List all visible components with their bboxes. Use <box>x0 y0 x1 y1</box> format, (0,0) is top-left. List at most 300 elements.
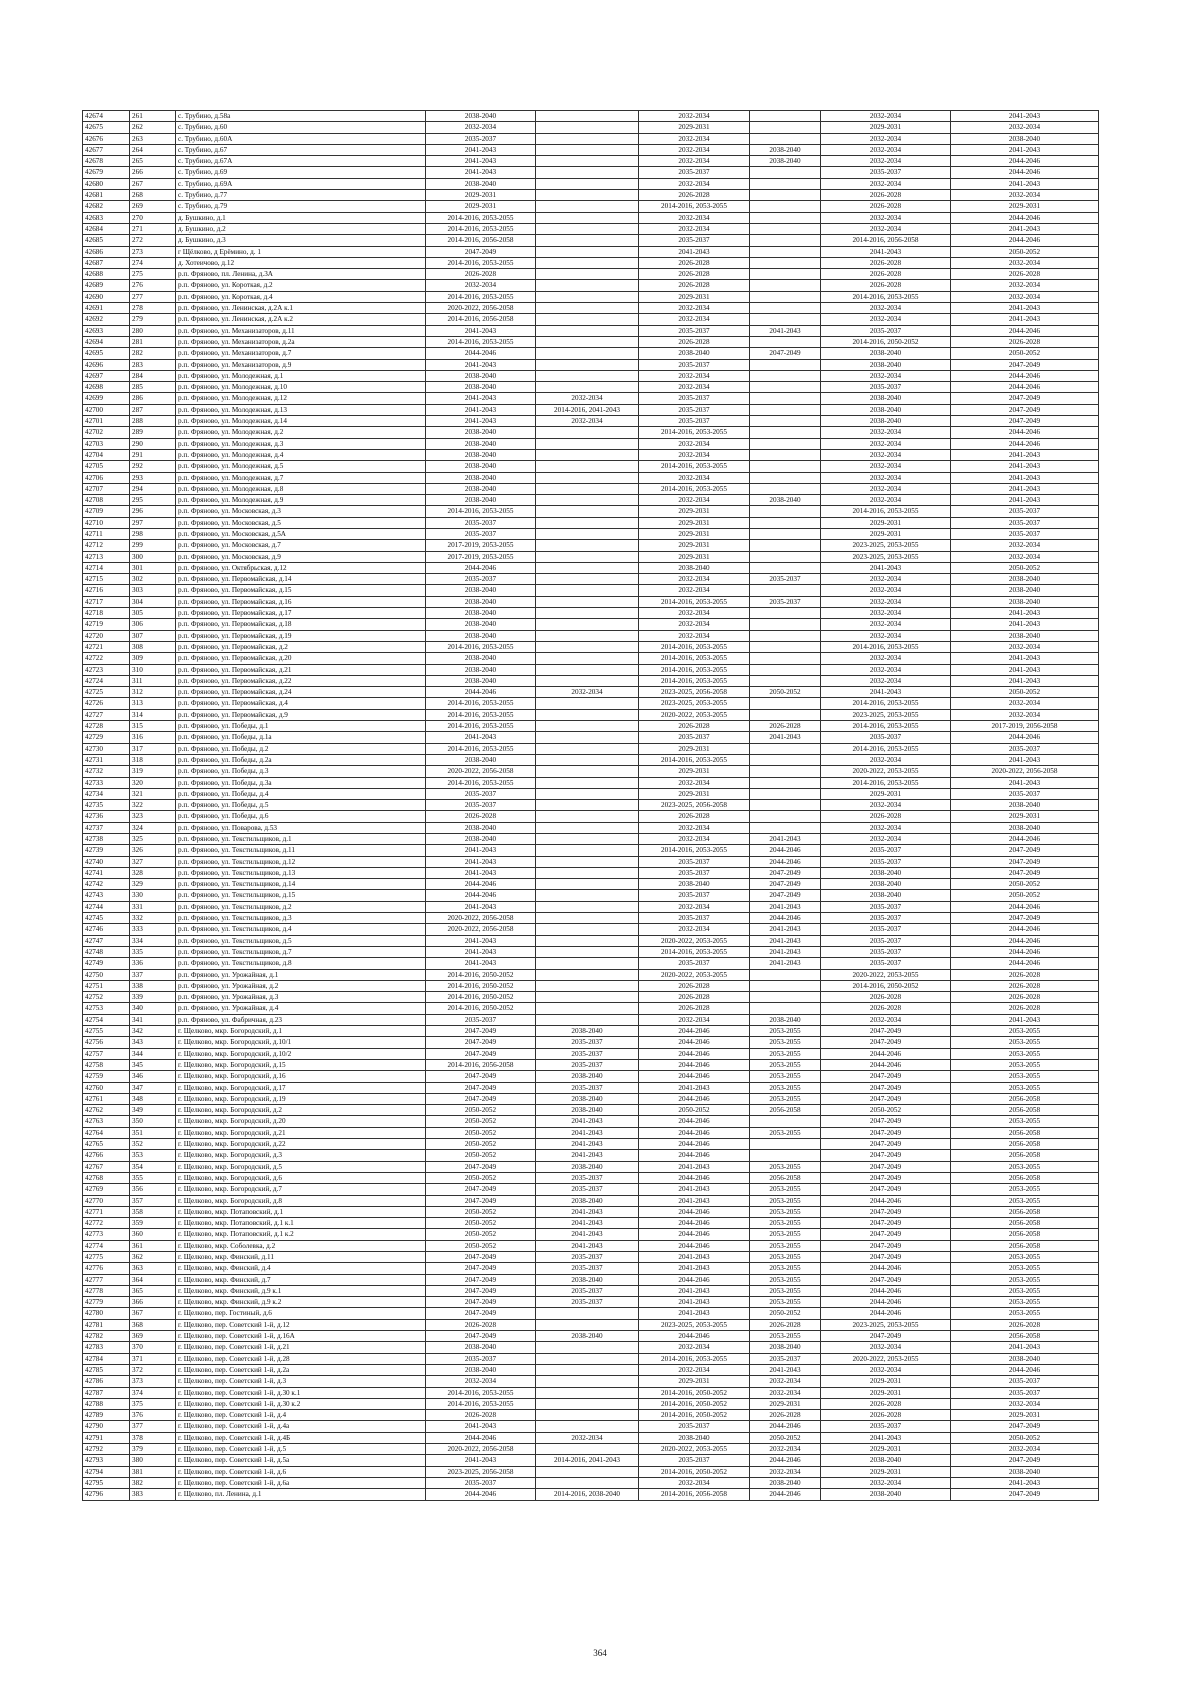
period-4-cell: 2053-2055 <box>750 1195 821 1206</box>
address-cell: р.п. Фряново, ул. Первомайская, д.15 <box>176 585 426 596</box>
row-number-cell: 308 <box>130 641 176 652</box>
period-6-cell: 2047-2049 <box>951 856 1099 867</box>
address-cell: р.п. Фряново, ул. Молодежная, д.4 <box>176 449 426 460</box>
period-5-cell: 2032-2034 <box>821 653 951 664</box>
table-row <box>83 269 1099 280</box>
period-1-cell: 2014-2016, 2050-2052 <box>426 1003 536 1014</box>
address-cell: р.п. Фряново, ул. Текстильщиков, д.4 <box>176 924 426 935</box>
period-2-cell <box>536 980 639 991</box>
period-1-cell: 2014-2016, 2053-2055 <box>426 506 536 517</box>
period-6-cell: 2044-2046 <box>951 901 1099 912</box>
period-5-cell: 2032-2034 <box>821 178 951 189</box>
table-row <box>83 924 1099 935</box>
period-1-cell: 2017-2019, 2053-2055 <box>426 551 536 562</box>
period-5-cell: 2026-2028 <box>821 201 951 212</box>
period-6-cell: 2053-2055 <box>951 1195 1099 1206</box>
period-6-cell: 2032-2034 <box>951 280 1099 291</box>
table-row <box>83 946 1099 957</box>
record-id-cell: 42770 <box>83 1195 130 1206</box>
period-3-cell: 2032-2034 <box>639 619 750 630</box>
period-2-cell <box>536 246 639 257</box>
period-5-cell: 2020-2022, 2053-2055 <box>821 1353 951 1364</box>
table-row <box>83 1218 1099 1229</box>
period-5-cell: 2032-2034 <box>821 223 951 234</box>
address-cell: г. Щелково, пер. Советский 1-й, д.16А <box>176 1331 426 1342</box>
period-4-cell <box>750 743 821 754</box>
period-4-cell <box>750 1003 821 1014</box>
period-2-cell <box>536 382 639 393</box>
period-1-cell: 2050-2052 <box>426 1105 536 1116</box>
period-3-cell: 2044-2046 <box>639 1331 750 1342</box>
period-4-cell <box>750 303 821 314</box>
record-id-cell: 42709 <box>83 506 130 517</box>
period-1-cell: 2041-2043 <box>426 856 536 867</box>
period-5-cell: 2038-2040 <box>821 393 951 404</box>
period-4-cell: 2035-2037 <box>750 596 821 607</box>
record-id-cell: 42737 <box>83 822 130 833</box>
table-row <box>83 1206 1099 1217</box>
table-row <box>83 867 1099 878</box>
period-4-cell <box>750 404 821 415</box>
row-number-cell: 381 <box>130 1466 176 1477</box>
table-row <box>83 608 1099 619</box>
period-4-cell <box>750 393 821 404</box>
period-3-cell: 2029-2031 <box>639 540 750 551</box>
period-6-cell: 2044-2046 <box>951 438 1099 449</box>
row-number-cell: 335 <box>130 946 176 957</box>
row-number-cell: 312 <box>130 687 176 698</box>
row-number-cell: 349 <box>130 1105 176 1116</box>
period-1-cell: 2035-2037 <box>426 1014 536 1025</box>
period-4-cell: 2053-2055 <box>750 1059 821 1070</box>
record-id-cell: 42783 <box>83 1342 130 1353</box>
period-5-cell: 2047-2049 <box>821 1127 951 1138</box>
period-1-cell: 2014-2016, 2056-2058 <box>426 1059 536 1070</box>
period-3-cell: 2032-2034 <box>639 303 750 314</box>
period-4-cell <box>750 235 821 246</box>
row-number-cell: 265 <box>130 156 176 167</box>
period-2-cell <box>536 449 639 460</box>
period-4-cell: 2053-2055 <box>750 1127 821 1138</box>
period-4-cell <box>750 483 821 494</box>
address-cell: р.п. Фряново, ул. Победы, д.2а <box>176 754 426 765</box>
period-6-cell: 2044-2046 <box>951 946 1099 957</box>
period-5-cell: 2047-2049 <box>821 1274 951 1285</box>
period-6-cell: 2041-2043 <box>951 483 1099 494</box>
address-cell: г. Щелково, мкр. Богородский, д.7 <box>176 1184 426 1195</box>
row-number-cell: 376 <box>130 1410 176 1421</box>
period-5-cell: 2041-2043 <box>821 246 951 257</box>
period-5-cell: 2032-2034 <box>821 472 951 483</box>
row-number-cell: 320 <box>130 777 176 788</box>
period-3-cell: 2020-2022, 2053-2055 <box>639 935 750 946</box>
period-2-cell <box>536 190 639 201</box>
address-cell: г. Щелково, мкр. Потаповский, д.1 к.2 <box>176 1229 426 1240</box>
period-1-cell: 2017-2019, 2053-2055 <box>426 540 536 551</box>
address-cell: с. Трубино, д.69А <box>176 178 426 189</box>
period-6-cell: 2032-2034 <box>951 540 1099 551</box>
table-row <box>83 1410 1099 1421</box>
period-5-cell: 2035-2037 <box>821 924 951 935</box>
period-3-cell: 2029-2031 <box>639 122 750 133</box>
record-id-cell: 42694 <box>83 336 130 347</box>
period-4-cell: 2041-2043 <box>750 834 821 845</box>
address-cell: г. Щелково, пер. Советский 1-й, д.4Б <box>176 1432 426 1443</box>
period-5-cell: 2047-2049 <box>821 1139 951 1150</box>
record-id-cell: 42793 <box>83 1455 130 1466</box>
table-row <box>83 1319 1099 1330</box>
period-4-cell: 2038-2040 <box>750 1477 821 1488</box>
table-row <box>83 1105 1099 1116</box>
record-id-cell: 42720 <box>83 630 130 641</box>
record-id-cell: 42700 <box>83 404 130 415</box>
table-row <box>83 766 1099 777</box>
record-id-cell: 42765 <box>83 1139 130 1150</box>
record-id-cell: 42704 <box>83 449 130 460</box>
row-number-cell: 353 <box>130 1150 176 1161</box>
period-1-cell: 2047-2049 <box>426 1285 536 1296</box>
period-4-cell <box>750 201 821 212</box>
table-row <box>83 1421 1099 1432</box>
period-2-cell <box>536 1410 639 1421</box>
period-2-cell <box>536 314 639 325</box>
row-number-cell: 286 <box>130 393 176 404</box>
period-1-cell: 2047-2049 <box>426 1048 536 1059</box>
period-4-cell: 2026-2028 <box>750 1319 821 1330</box>
period-6-cell: 2044-2046 <box>951 958 1099 969</box>
period-6-cell: 2047-2049 <box>951 393 1099 404</box>
address-cell: г Щёлково, д Ерёмино, д. 1 <box>176 246 426 257</box>
period-3-cell: 2032-2034 <box>639 449 750 460</box>
period-5-cell: 2026-2028 <box>821 1003 951 1014</box>
record-id-cell: 42764 <box>83 1127 130 1138</box>
period-4-cell: 2041-2043 <box>750 958 821 969</box>
period-4-cell: 2038-2040 <box>750 156 821 167</box>
period-2-cell <box>536 280 639 291</box>
address-cell: р.п. Фряново, ул. Молодежная, д.2 <box>176 427 426 438</box>
table-row <box>83 721 1099 732</box>
period-6-cell: 2038-2040 <box>951 1353 1099 1364</box>
address-cell: р.п. Фряново, ул. Победы, д.5 <box>176 800 426 811</box>
period-6-cell: 2032-2034 <box>951 698 1099 709</box>
period-6-cell: 2050-2052 <box>951 687 1099 698</box>
address-cell: р.п. Фряново, ул. Молодежная, д.13 <box>176 404 426 415</box>
period-3-cell: 2014-2016, 2050-2052 <box>639 1398 750 1409</box>
period-5-cell: 2035-2037 <box>821 845 951 856</box>
address-cell: р.п. Фряново, ул. Урожайная, д.4 <box>176 1003 426 1014</box>
period-5-cell: 2035-2037 <box>821 856 951 867</box>
period-2-cell <box>536 495 639 506</box>
period-3-cell: 2014-2016, 2053-2055 <box>639 653 750 664</box>
period-6-cell: 2041-2043 <box>951 472 1099 483</box>
period-6-cell: 2035-2037 <box>951 528 1099 539</box>
row-number-cell: 301 <box>130 562 176 573</box>
record-id-cell: 42735 <box>83 800 130 811</box>
table-row <box>83 1139 1099 1150</box>
period-6-cell: 2053-2055 <box>951 1071 1099 1082</box>
period-2-cell <box>536 336 639 347</box>
address-cell: р.п. Фряново, ул. Молодежная, д.7 <box>176 472 426 483</box>
period-5-cell: 2032-2034 <box>821 156 951 167</box>
period-4-cell <box>750 551 821 562</box>
period-5-cell: 2035-2037 <box>821 958 951 969</box>
period-4-cell: 2035-2037 <box>750 574 821 585</box>
period-5-cell: 2032-2034 <box>821 1477 951 1488</box>
period-4-cell <box>750 314 821 325</box>
period-2-cell <box>536 1364 639 1375</box>
period-3-cell: 2032-2034 <box>639 585 750 596</box>
period-5-cell: 2032-2034 <box>821 596 951 607</box>
table-row <box>83 1376 1099 1387</box>
table-row <box>83 336 1099 347</box>
address-cell: р.п. Фряново, ул. Первомайская, д.9 <box>176 709 426 720</box>
period-3-cell: 2032-2034 <box>639 438 750 449</box>
period-1-cell: 2035-2037 <box>426 574 536 585</box>
period-2-cell: 2035-2037 <box>536 1285 639 1296</box>
period-2-cell: 2038-2040 <box>536 1331 639 1342</box>
period-6-cell: 2056-2058 <box>951 1229 1099 1240</box>
page-number: 364 <box>593 1648 607 1658</box>
period-2-cell <box>536 506 639 517</box>
period-2-cell <box>536 992 639 1003</box>
address-cell: д. Бушкино, д.3 <box>176 235 426 246</box>
period-2-cell <box>536 1003 639 1014</box>
period-1-cell: 2041-2043 <box>426 1421 536 1432</box>
table-row <box>83 461 1099 472</box>
period-4-cell: 2044-2046 <box>750 856 821 867</box>
period-4-cell: 2044-2046 <box>750 845 821 856</box>
row-number-cell: 268 <box>130 190 176 201</box>
period-5-cell: 2023-2025, 2053-2055 <box>821 551 951 562</box>
period-4-cell <box>750 664 821 675</box>
period-4-cell: 2053-2055 <box>750 1037 821 1048</box>
period-5-cell: 2014-2016, 2053-2055 <box>821 777 951 788</box>
period-6-cell: 2038-2040 <box>951 585 1099 596</box>
record-id-cell: 42722 <box>83 653 130 664</box>
period-4-cell <box>750 675 821 686</box>
period-2-cell <box>536 1308 639 1319</box>
row-number-cell: 316 <box>130 732 176 743</box>
address-cell: р.п. Фряново, ул. Фабричная, д.23 <box>176 1014 426 1025</box>
row-number-cell: 273 <box>130 246 176 257</box>
table-row <box>83 732 1099 743</box>
table-row <box>83 495 1099 506</box>
period-5-cell: 2029-2031 <box>821 122 951 133</box>
period-4-cell <box>750 641 821 652</box>
table-row <box>83 1093 1099 1104</box>
record-id-cell: 42778 <box>83 1285 130 1296</box>
period-4-cell: 2032-2034 <box>750 1466 821 1477</box>
period-3-cell: 2014-2016, 2053-2055 <box>639 483 750 494</box>
period-2-cell <box>536 754 639 765</box>
period-1-cell: 2020-2022, 2056-2058 <box>426 303 536 314</box>
row-number-cell: 296 <box>130 506 176 517</box>
period-4-cell <box>750 133 821 144</box>
period-6-cell: 2056-2058 <box>951 1331 1099 1342</box>
record-id-cell: 42795 <box>83 1477 130 1488</box>
row-number-cell: 348 <box>130 1093 176 1104</box>
period-2-cell <box>536 653 639 664</box>
period-4-cell <box>750 370 821 381</box>
period-5-cell: 2047-2049 <box>821 1150 951 1161</box>
row-number-cell: 311 <box>130 675 176 686</box>
period-5-cell: 2047-2049 <box>821 1026 951 1037</box>
row-number-cell: 275 <box>130 269 176 280</box>
period-6-cell: 2038-2040 <box>951 1466 1099 1477</box>
period-3-cell: 2014-2016, 2053-2055 <box>639 641 750 652</box>
address-cell: р.п. Фряново, ул. Текстильщиков, д.5 <box>176 935 426 946</box>
period-1-cell: 2041-2043 <box>426 1455 536 1466</box>
period-1-cell: 2029-2031 <box>426 201 536 212</box>
period-1-cell: 2038-2040 <box>426 664 536 675</box>
period-2-cell <box>536 969 639 980</box>
row-number-cell: 304 <box>130 596 176 607</box>
period-5-cell: 2026-2028 <box>821 811 951 822</box>
address-cell: г. Щелково, мкр. Финский, д.7 <box>176 1274 426 1285</box>
period-5-cell: 2038-2040 <box>821 404 951 415</box>
period-6-cell: 2041-2043 <box>951 144 1099 155</box>
period-6-cell: 2041-2043 <box>951 111 1099 122</box>
row-number-cell: 345 <box>130 1059 176 1070</box>
row-number-cell: 276 <box>130 280 176 291</box>
period-1-cell: 2038-2040 <box>426 495 536 506</box>
row-number-cell: 327 <box>130 856 176 867</box>
period-6-cell: 2056-2058 <box>951 1150 1099 1161</box>
period-4-cell: 2053-2055 <box>750 1240 821 1251</box>
period-3-cell: 2029-2031 <box>639 1376 750 1387</box>
period-1-cell: 2032-2034 <box>426 280 536 291</box>
row-number-cell: 263 <box>130 133 176 144</box>
row-number-cell: 372 <box>130 1364 176 1375</box>
address-cell: р.п. Фряново, ул. Текстильщиков, д.12 <box>176 856 426 867</box>
period-6-cell: 2044-2046 <box>951 924 1099 935</box>
record-id-cell: 42788 <box>83 1398 130 1409</box>
period-5-cell: 2029-2031 <box>821 1376 951 1387</box>
period-4-cell: 2041-2043 <box>750 325 821 336</box>
period-3-cell: 2026-2028 <box>639 190 750 201</box>
period-1-cell: 2029-2031 <box>426 190 536 201</box>
period-2-cell <box>536 472 639 483</box>
row-number-cell: 293 <box>130 472 176 483</box>
period-3-cell: 2032-2034 <box>639 370 750 381</box>
row-number-cell: 367 <box>130 1308 176 1319</box>
address-cell: г. Щелково, мкр. Финский, д.9 к.2 <box>176 1297 426 1308</box>
period-1-cell: 2050-2052 <box>426 1172 536 1183</box>
period-5-cell: 2047-2049 <box>821 1161 951 1172</box>
period-4-cell <box>750 540 821 551</box>
record-id-cell: 42728 <box>83 721 130 732</box>
period-1-cell: 2014-2016, 2053-2055 <box>426 721 536 732</box>
period-2-cell: 2035-2037 <box>536 1263 639 1274</box>
period-4-cell <box>750 788 821 799</box>
period-3-cell: 2020-2022, 2053-2055 <box>639 709 750 720</box>
row-number-cell: 266 <box>130 167 176 178</box>
period-3-cell: 2035-2037 <box>639 890 750 901</box>
row-number-cell: 326 <box>130 845 176 856</box>
record-id-cell: 42759 <box>83 1071 130 1082</box>
row-number-cell: 341 <box>130 1014 176 1025</box>
period-6-cell: 2056-2058 <box>951 1172 1099 1183</box>
period-6-cell: 2029-2031 <box>951 201 1099 212</box>
row-number-cell: 313 <box>130 698 176 709</box>
period-6-cell: 2053-2055 <box>951 1082 1099 1093</box>
period-6-cell: 2038-2040 <box>951 822 1099 833</box>
row-number-cell: 358 <box>130 1206 176 1217</box>
period-6-cell: 2044-2046 <box>951 732 1099 743</box>
period-3-cell: 2032-2034 <box>639 822 750 833</box>
period-5-cell: 2014-2016, 2053-2055 <box>821 743 951 754</box>
address-cell: р.п. Фряново, ул. Текстильщиков, д.15 <box>176 890 426 901</box>
record-id-cell: 42740 <box>83 856 130 867</box>
period-1-cell: 2035-2037 <box>426 1353 536 1364</box>
address-cell: р.п. Фряново, ул. Поварова, д.53 <box>176 822 426 833</box>
table-row <box>83 596 1099 607</box>
period-2-cell <box>536 834 639 845</box>
row-number-cell: 344 <box>130 1048 176 1059</box>
period-4-cell: 2041-2043 <box>750 924 821 935</box>
address-cell: р.п. Фряново, ул. Урожайная, д.3 <box>176 992 426 1003</box>
period-5-cell: 2047-2049 <box>821 1184 951 1195</box>
record-id-cell: 42758 <box>83 1059 130 1070</box>
table-row <box>83 698 1099 709</box>
row-number-cell: 270 <box>130 212 176 223</box>
period-2-cell <box>536 630 639 641</box>
period-6-cell: 2041-2043 <box>951 777 1099 788</box>
period-6-cell: 2056-2058 <box>951 1206 1099 1217</box>
period-4-cell <box>750 336 821 347</box>
period-5-cell: 2047-2049 <box>821 1116 951 1127</box>
period-3-cell: 2032-2034 <box>639 924 750 935</box>
period-4-cell <box>750 1116 821 1127</box>
period-2-cell <box>536 913 639 924</box>
record-id-cell: 42726 <box>83 698 130 709</box>
table-row <box>83 800 1099 811</box>
row-number-cell: 370 <box>130 1342 176 1353</box>
period-4-cell: 2038-2040 <box>750 144 821 155</box>
address-cell: д. Хотеичово, д.12 <box>176 257 426 268</box>
period-1-cell: 2014-2016, 2053-2055 <box>426 257 536 268</box>
period-3-cell: 2023-2025, 2056-2058 <box>639 687 750 698</box>
period-1-cell: 2014-2016, 2053-2055 <box>426 336 536 347</box>
period-1-cell: 2035-2037 <box>426 788 536 799</box>
period-2-cell: 2035-2037 <box>536 1059 639 1070</box>
period-6-cell: 2056-2058 <box>951 1093 1099 1104</box>
period-2-cell <box>536 1376 639 1387</box>
period-4-cell: 2029-2031 <box>750 1398 821 1409</box>
period-1-cell: 2047-2049 <box>426 1274 536 1285</box>
period-1-cell: 2023-2025, 2056-2058 <box>426 1466 536 1477</box>
period-3-cell: 2035-2037 <box>639 359 750 370</box>
period-4-cell <box>750 506 821 517</box>
period-1-cell: 2041-2043 <box>426 867 536 878</box>
table-row <box>83 788 1099 799</box>
period-4-cell <box>750 190 821 201</box>
period-2-cell <box>536 822 639 833</box>
address-cell: р.п. Фряново, ул. Молодежная, д.3 <box>176 438 426 449</box>
row-number-cell: 374 <box>130 1387 176 1398</box>
period-1-cell: 2014-2016, 2053-2055 <box>426 709 536 720</box>
row-number-cell: 283 <box>130 359 176 370</box>
table-row <box>83 1263 1099 1274</box>
period-2-cell: 2041-2043 <box>536 1116 639 1127</box>
period-4-cell <box>750 416 821 427</box>
period-4-cell: 2053-2055 <box>750 1093 821 1104</box>
period-2-cell: 2041-2043 <box>536 1218 639 1229</box>
period-5-cell: 2044-2046 <box>821 1048 951 1059</box>
record-id-cell: 42743 <box>83 890 130 901</box>
period-3-cell: 2026-2028 <box>639 721 750 732</box>
record-id-cell: 42753 <box>83 1003 130 1014</box>
